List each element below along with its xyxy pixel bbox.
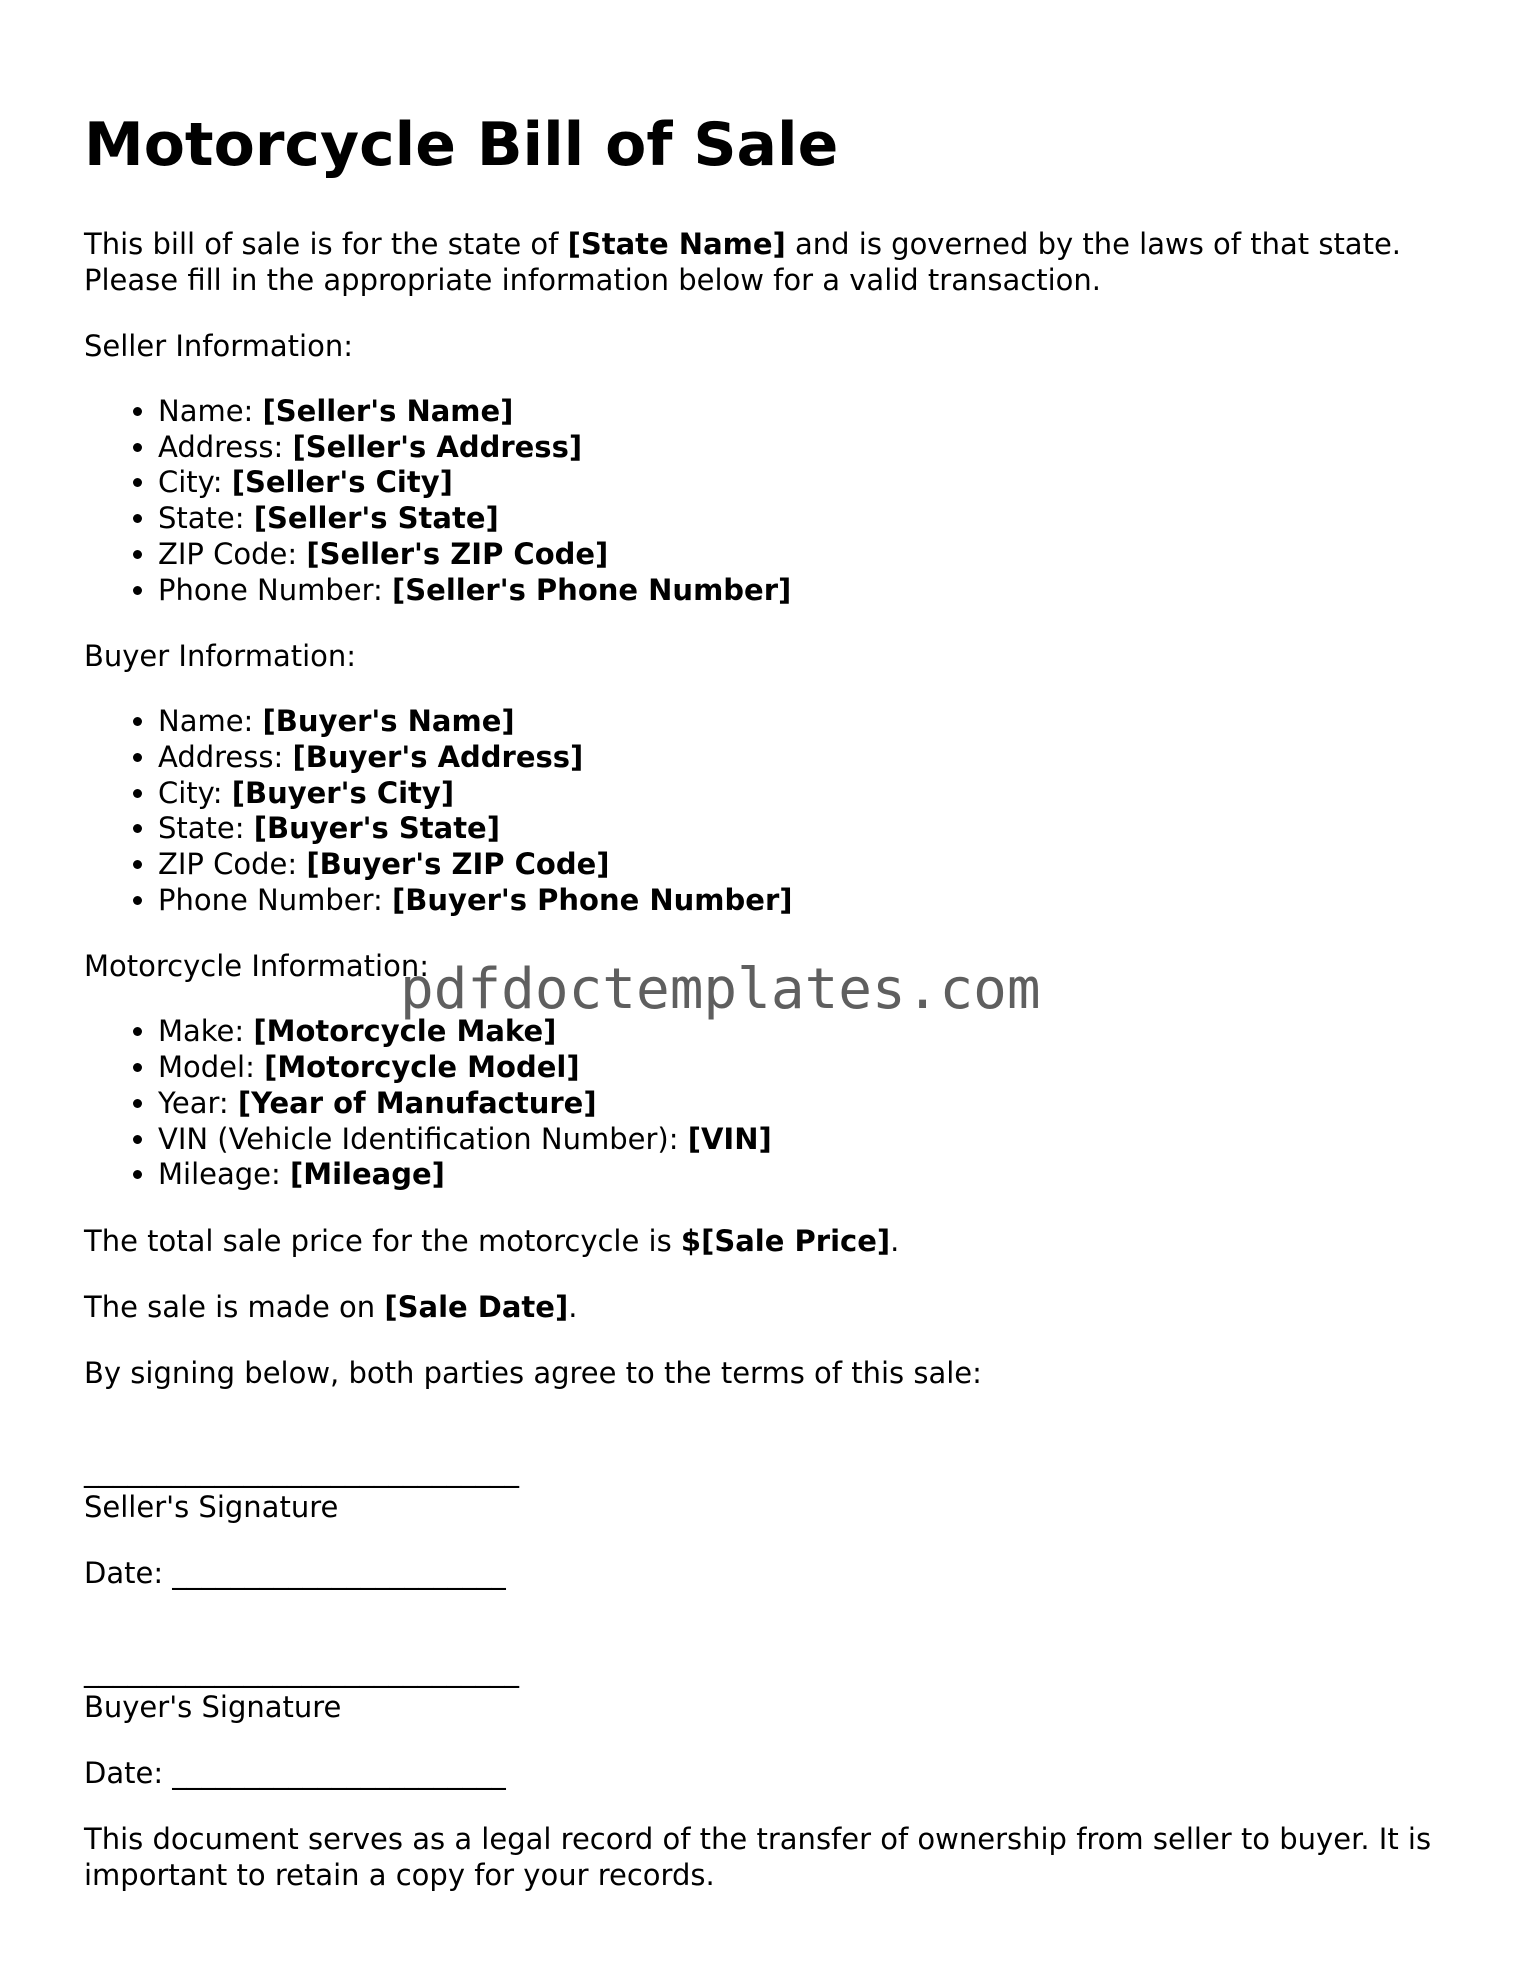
list-item [158, 811, 1464, 847]
sale-date-placeholder: [Sale Date] [384, 1289, 569, 1324]
item-label: Year: [158, 1085, 238, 1120]
intro-text-post: and is governed by the laws of that state. Please fill in the appropriate information below for a valid transaction. [84, 227, 1402, 297]
agreement-paragraph: By signing below, both parties agree to the terms of this sale: [84, 1355, 982, 1390]
item-label: ZIP Code: [158, 847, 307, 882]
item-value: [Seller's State] [253, 501, 499, 536]
item-value: [Mileage] [290, 1157, 445, 1192]
buyer-heading: Buyer Information: [84, 639, 357, 674]
list-item [158, 740, 1464, 776]
list-item [158, 704, 1464, 740]
item-label: Mileage: [158, 1157, 290, 1192]
item-label: Phone Number: [158, 572, 393, 607]
footer-paragraph: This document serves as a legal record of the transfer of ownership from seller to buyer. It is important to retain a copy for your records. [84, 1821, 1432, 1892]
buyer-signature-line: ______________________________ [84, 1653, 519, 1688]
sale-date-paragraph [84, 1289, 1464, 1325]
list-item [158, 537, 1464, 573]
buyer-signature-label: Buyer's Signature [84, 1689, 342, 1724]
item-value: [Seller's City] [231, 465, 453, 500]
item-label: City: [158, 465, 232, 500]
item-value: [Seller's Name] [262, 394, 514, 428]
item-value: [VIN] [687, 1121, 772, 1156]
item-label: Name: [158, 394, 263, 428]
intro-text-pre: This bill of sale is for the state of [84, 227, 568, 261]
list-item [158, 573, 1464, 609]
sale-price-paragraph [84, 1223, 1464, 1259]
buyer-date-field: Date: _______________________ [84, 1755, 506, 1790]
item-label: Make: [158, 1014, 254, 1049]
item-value: [Buyer's ZIP Code] [306, 847, 610, 882]
buyer-info-list [84, 704, 1464, 918]
date-period: . [568, 1289, 578, 1324]
item-label: City: [158, 775, 232, 810]
list-item [158, 1086, 1464, 1122]
list-item [158, 1050, 1464, 1086]
list-item [158, 883, 1464, 919]
item-value: [Seller's ZIP Code] [306, 536, 609, 571]
document-page [84, 100, 1464, 1923]
item-label: Phone Number: [158, 882, 393, 917]
list-item [158, 1014, 1464, 1050]
price-period: . [890, 1223, 900, 1258]
item-label: Address: [158, 429, 293, 464]
intro-paragraph [84, 226, 1464, 298]
list-item [158, 776, 1464, 812]
seller-signature-label: Seller's Signature [84, 1489, 339, 1524]
list-item [158, 394, 1464, 430]
list-item [158, 847, 1464, 883]
item-label: VIN (Vehicle Identification Number): [158, 1121, 688, 1156]
seller-heading: Seller Information: [84, 329, 353, 363]
item-label: State: [158, 501, 254, 536]
seller-info-list [84, 394, 1464, 608]
motorcycle-heading: Motorcycle Information: [84, 949, 429, 984]
item-value: [Buyer's State] [253, 811, 500, 846]
motorcycle-info-list [84, 1014, 1464, 1193]
sale-price-placeholder: $[Sale Price] [680, 1223, 891, 1258]
item-value: [Buyer's Address] [292, 739, 584, 774]
item-label: Address: [158, 739, 293, 774]
item-label: State: [158, 811, 254, 846]
date-text: The sale is made on [84, 1289, 385, 1324]
list-item [158, 465, 1464, 501]
item-value: [Seller's Phone Number] [392, 572, 792, 607]
watermark: pdfdoctemplates.com [400, 957, 1041, 1022]
price-text: The total sale price for the motorcycle is [84, 1223, 681, 1258]
state-name-placeholder: [State Name] [567, 227, 786, 261]
seller-signature-line: ______________________________ [84, 1453, 519, 1488]
list-item [158, 430, 1464, 466]
list-item [158, 501, 1464, 537]
item-label: ZIP Code: [158, 536, 307, 571]
item-value: [Year of Manufacture] [237, 1085, 597, 1120]
page-title: Motorcycle Bill of Sale [84, 110, 839, 180]
item-value: [Buyer's Name] [262, 704, 515, 739]
item-label: Model: [158, 1050, 265, 1085]
list-item [158, 1122, 1464, 1158]
item-value: [Seller's Address] [292, 429, 583, 464]
item-value: [Motorcycle Model] [264, 1050, 580, 1085]
item-label: Name: [158, 704, 263, 739]
item-value: [Motorcycle Make] [253, 1014, 557, 1049]
list-item [158, 1157, 1464, 1193]
seller-date-field: Date: _______________________ [84, 1555, 506, 1590]
item-value: [Buyer's Phone Number] [392, 882, 793, 917]
item-value: [Buyer's City] [231, 775, 455, 810]
